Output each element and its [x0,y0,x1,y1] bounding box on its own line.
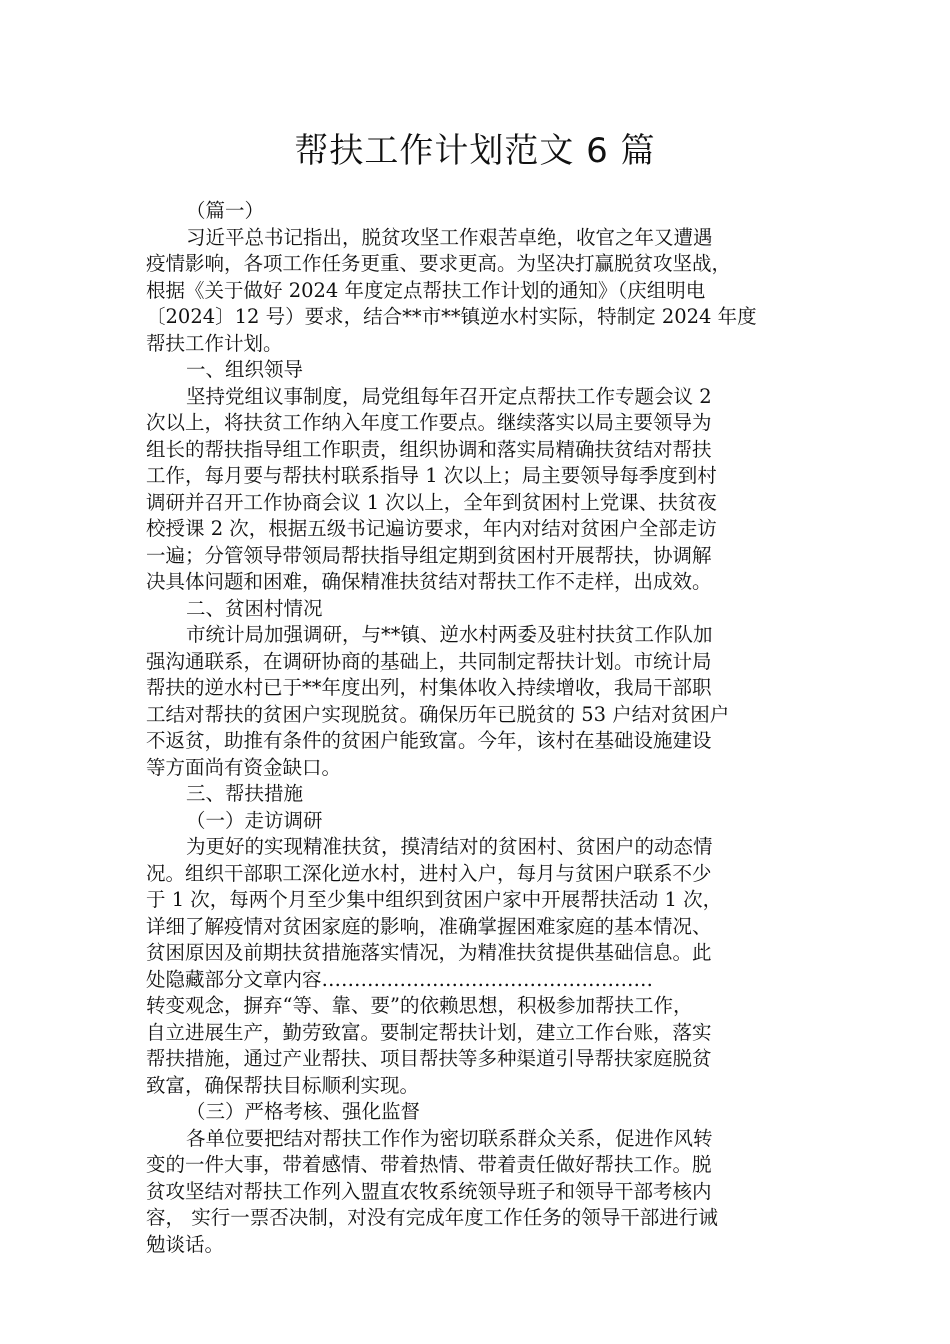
subsection-heading: （一）走访调研 [186,808,323,832]
paragraph-line: 不返贫，助推有条件的贫困户能致富。今年，该村在基础设施建设 [146,729,712,752]
paragraph-line: 决具体问题和困难，确保精准扶贫结对帮扶工作不走样，出成效。 [146,570,712,593]
section-heading: 一、组织领导 [186,358,304,381]
paragraph-line: 致富，确保帮扶目标顺利实现。 [146,1073,420,1097]
paragraph-line: 市统计局加强调研，与**镇、逆水村两委及驻村扶贫工作队加 [186,623,713,646]
paragraph-line: 帮扶措施，通过产业帮扶、项目帮扶等多种渠道引导帮扶家庭脱贫 [146,1047,712,1070]
paragraph-line: 调研并召开工作协商会议 1 次以上，全年到贫困村上党课、扶贫夜 [146,490,717,514]
hidden-content-notice: 处隐藏部分文章内容…………………………………………… [146,967,654,991]
paragraph-line: 勉谈话。 [146,1232,225,1256]
document-body [146,198,806,1258]
subsection-heading: （三）严格考核、强化监督 [186,1100,421,1123]
paragraph-line: 次以上，将扶贫工作纳入年度工作要点。继续落实以局主要领导为 [146,411,712,434]
paragraph-line: 帮扶的逆水村已于**年度出列，村集体收入持续增收，我局干部职 [146,676,712,699]
paragraph-line: 自立进展生产，勤劳致富。要制定帮扶计划，建立工作台账，落实 [146,1020,712,1044]
paragraph-line: 疫情影响，各项工作任务更重、要求更高。为坚决打赢脱贫攻坚战， [146,252,732,275]
paragraph-line: 坚持党组议事制度，局党组每年召开定点帮扶工作专题会议 2 [186,384,712,408]
paragraph-line: 贫攻坚结对帮扶工作列入盟直农牧系统领导班子和领导干部考核内 [146,1179,712,1203]
paragraph-line: 详细了解疫情对贫困家庭的影响，准确掌握困难家庭的基本情况、 [146,914,712,938]
paragraph-line: 贫困原因及前期扶贫措施落实情况，为精准扶贫提供基础信息。此 [146,941,712,964]
paragraph-line: 校授课 2 次，根据五级书记遍访要求，年内对结对贫困户全部走访 [146,517,717,540]
paragraph-line: 容， 实行一票否决制，对没有完成年度工作任务的领导干部进行诫 [146,1206,718,1229]
paragraph-line: 转变观念，摒弃“等、靠、要”的依赖思想，积极参加帮扶工作， [146,994,693,1017]
paragraph-line: 等方面尚有资金缺口。 [146,755,342,779]
paragraph-line: 况。组织干部职工深化逆水村，进村入户，每月与贫困户联系不少 [146,861,712,885]
paragraph-line: 习近平总书记指出，脱贫攻坚工作艰苦卓绝，收官之年又遭遇 [186,225,713,249]
paragraph-line: 于 1 次，每两个月至少集中组织到贫困户家中开展帮扶活动 1 次， [146,888,723,911]
paragraph-line: 工结对帮扶的贫困户实现脱贫。确保历年已脱贫的 53 户结对贫困户 [146,702,730,726]
paragraph-line: 变的一件大事，带着感情、带着热情、带着责任做好帮扶工作。脱 [146,1153,712,1176]
paragraph-line: 〔2024〕12 号）要求，结合**市**镇逆水村实际，特制定 2024 年度 [146,305,757,328]
paragraph-line: 强沟通联系，在调研协商的基础上，共同制定帮扶计划。市统计局 [146,649,712,673]
paragraph-line: 一遍；分管领导带领局帮扶指导组定期到贫困村开展帮扶，协调解 [146,543,712,567]
paragraph-line: 工作，每月要与帮扶村联系指导 1 次以上；局主要领导每季度到村 [146,464,717,487]
paragraph-line: 为更好的实现精准扶贫，摸清结对的贫困村、贫困户的动态情 [186,835,713,858]
paragraph-line: 各单位要把结对帮扶工作作为密切联系群众关系，促进作风转 [186,1126,713,1150]
paragraph-line: 组长的帮扶指导组工作职责，组织协调和落实局精确扶贫结对帮扶 [146,437,712,461]
section-heading: 二、贫困村情况 [186,596,323,620]
section-heading: 三、帮扶措施 [186,782,304,805]
document-title: 帮扶工作计划范文 6 篇 [294,131,656,171]
section-label: （篇一） [186,199,265,222]
paragraph-line: 根据《关于做好 2024 年度定点帮扶工作计划的通知》（庆组明电 [146,278,706,302]
paragraph-line: 帮扶工作计划。 [146,331,283,355]
